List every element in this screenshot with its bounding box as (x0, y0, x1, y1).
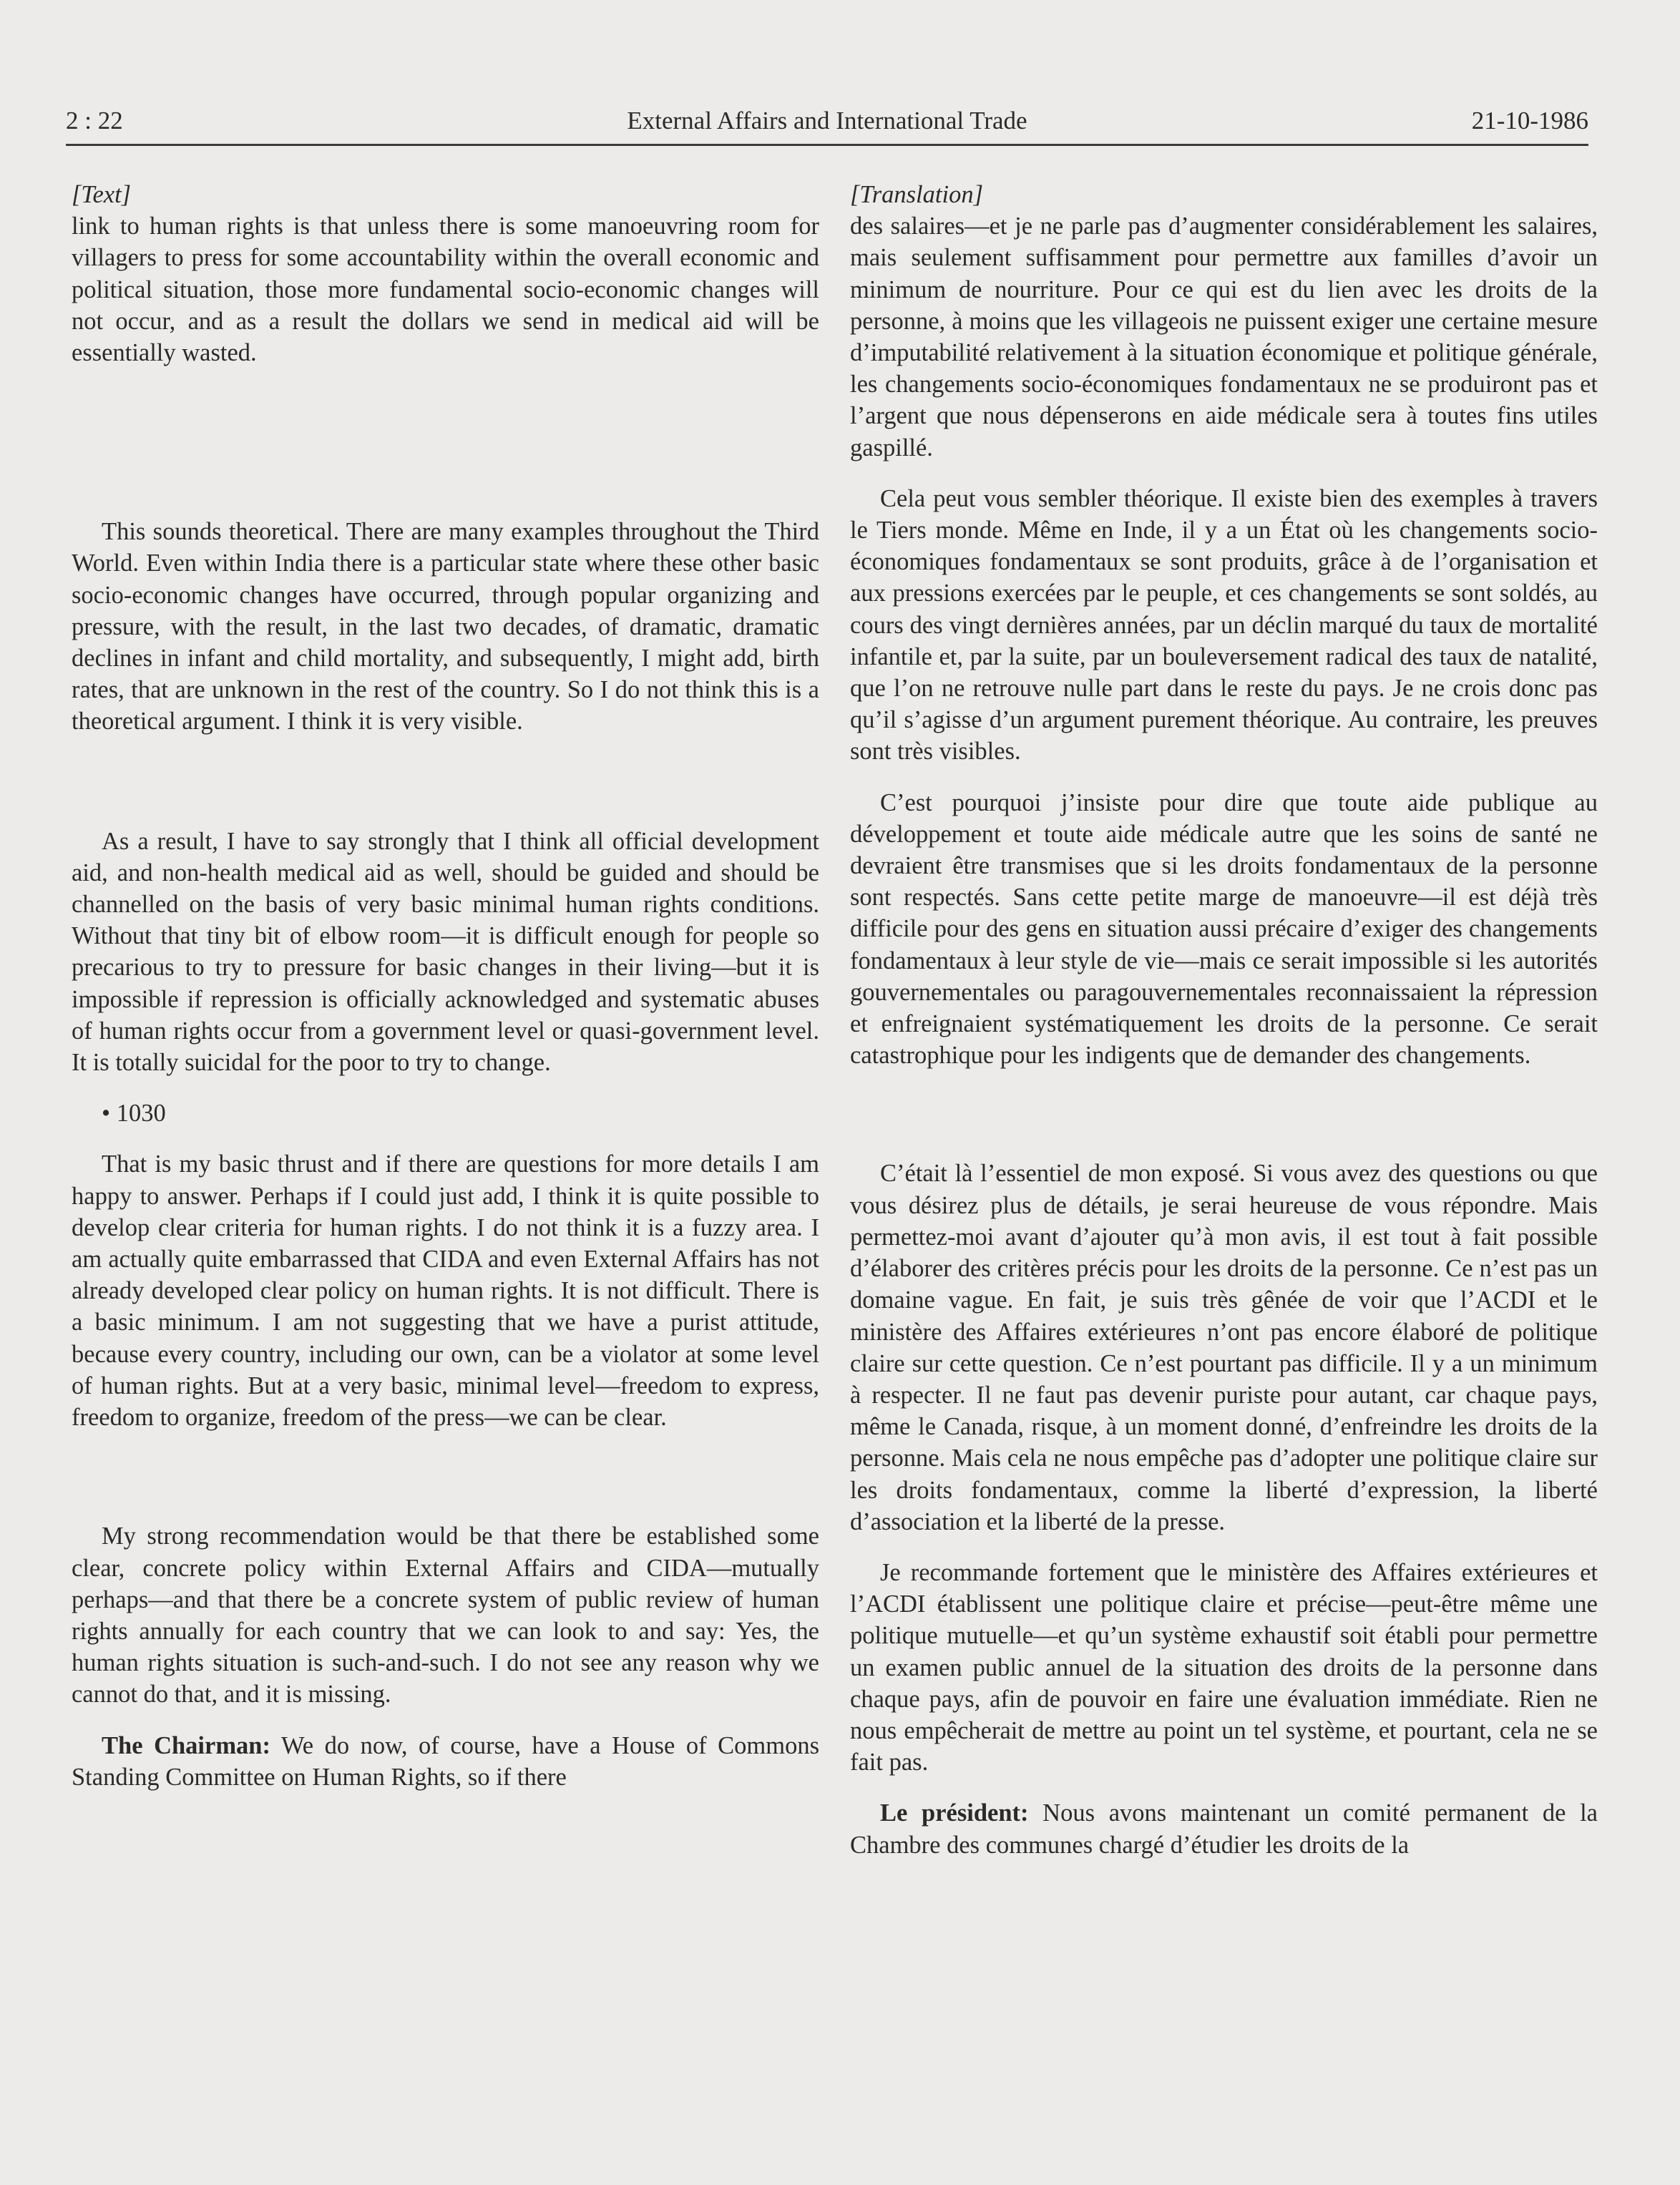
time-marker: • 1030 (102, 1100, 166, 1128)
french-column (850, 179, 1598, 1861)
header-date: 21-10-1986 (1471, 107, 1588, 135)
speaker-text-fr: Nous avons maintenant un comité permanent de la Chambre des communes chargé d’étudier les droits de la (850, 1799, 1598, 1859)
page-number: 2 : 22 (66, 107, 123, 135)
page-header (66, 104, 1588, 146)
speaker-name-fr: Le président: (880, 1799, 1029, 1827)
french-paragraph-4: C’était là l’essentiel de mon exposé. Si vous avez des questions ou que vous désirez plus de détails, je serai heureuse de vous répondre. Mais permettez-moi avant d’ajouter qu’à mon avis, il est tout à fait possible d’élaborer des critères précis pour les droits de la personne. Ce n’est pas un domaine vague. En fait, je suis très gênée de voir que l’ACDI et le ministère des Affaires extérieures n’ont pas encore élaboré de politique claire sur cette question. Ce n’est pourtant pas difficile. Il y a un minimum à respecter. Il ne faut pas devenir puriste pour autant, car chaque pays, même le Canada, risque, à un moment donné, d’enfreindre les droits de la personne. Mais cela ne nous empêche pas d’adopter une politique claire sur les droits fondamentaux, comme la liberté d’expression, la liberté d’association et la liberté de la presse. (850, 1160, 1598, 1535)
running-title: External Affairs and International Trade (627, 107, 1027, 135)
french-paragraph-6 (850, 1797, 1598, 1860)
french-paragraph-5: Je recommande fortement que le ministère des Affaires extérieures et l’ACDI établissent une politique claire et précise—peut-être même une politique mutuelle—et qu’un système exhaustif soit établi pour permettre un examen public annuel de la situation des droits de la personne dans chaque pays, afin de pouvoir en faire une évaluation immédiate. Rien ne nous empêcherait de mettre au point un tel système, et pourtant, cela ne se fait pas. (850, 1558, 1598, 1776)
french-paragraph-1: des salaires—et je ne parle pas d’augmenter considérablement les salaires, mais seulement suffisamment pour permettre aux familles d’avoir un minimum de nourriture. Pour ce qui est du lien avec les droits de la personne, à moins que les villageois ne puissent exiger une certaine mesure d’imputabilité relativement à la situation économique et politique générale, les changements socio-économiques fondamentaux ne se produiront pas et l’argent que nous dépenserons en aide médicale sera à toutes fins utiles gaspillé. (850, 212, 1598, 461)
speaker-text: We do now, of course, have a House of Commons Standing Committee on Human Rights, so if there (72, 1731, 819, 1791)
translation-label: [Translation] (850, 181, 983, 208)
english-paragraph-2: This sounds theoretical. There are many examples throughout the Third World. Even within India there is a particular state where these other basic socio-economic changes have occurred, through popular organizing and pressure, with the result, in the last two decades, of dramatic, dramatic declines in infant and child mortality, and subsequently, I might add, birth rates, that are unknown in the rest of the country. So I do not think this is a theoretical argument. I think it is very visible. (72, 518, 819, 735)
speaker-name: The Chairman: (102, 1731, 270, 1759)
english-paragraph-1: link to human rights is that unless there is some manoeuvring room for villagers to press for some accountability within the overall economic and political situation, those more fundamental socio-economic changes will not occur, and as a result the dollars we send in medical aid will be essentially wasted. (72, 212, 819, 367)
french-paragraph-3: C’est pourquoi j’insiste pour dire que toute aide publique au développement et toute aide médicale autre que les soins de santé ne devraient être transmises que si les droits fondamentaux de la personne sont respectés. Sans cette petite marge de manoeuvre—il est déjà très difficile pour des gens en situation aussi précaire d’exiger des changements fondamentaux à leur style de vie—mais ce serait impossible si les autorités gouvernementales ou paragouvernementales reconnaissaient la répression et enfreignaient systématiquement les droits de la personne. Ce serait catastrophique pour les indigents que de demander des changements. (850, 788, 1598, 1070)
text-label: [Text] (72, 181, 132, 208)
french-paragraph-2: Cela peut vous sembler théorique. Il existe bien des exemples à travers le Tiers monde. Même en Inde, il y a un État où les changements socio-économiques fondamentaux se sont produits, grâce à de l’organisation et aux pressions exercées par le peuple, et ces changements se sont soldés, au cours des vingt dernières années, par un déclin marqué du taux de mortalité infantile et, par la suite, par un bouleversement radical des taux de natalité, que l’on ne retrouve nulle part dans le reste du pays. Je ne crois donc pas qu’il s’agisse d’un argument purement théorique. Au contraire, les preuves sont très visibles. (850, 484, 1598, 766)
english-paragraph-6 (72, 1730, 819, 1793)
english-paragraph-3: As a result, I have to say strongly that I think all official development aid, and non-health medical aid as well, should be guided and should be channelled on the basis of very basic minimal human rights conditions. Without that tiny bit of elbow room—it is difficult enough for people so precarious to try to pressure for basic changes in their living—but it is impossible if repression is officially acknowledged and systematic abuses of human rights occur from a government level or quasi-government level. It is totally suicidal for the poor to try to change. (72, 827, 819, 1077)
english-column (72, 179, 819, 1793)
english-paragraph-4: That is my basic thrust and if there are questions for more details I am happy to answer. Perhaps if I could just add, I think it is quite possible to develop clear criteria for human rights. I do not think it is a fuzzy area. I am actually quite embarrassed that CIDA and even External Affairs has not already developed clear policy on human rights. It is not difficult. There is a basic minimum. I am not suggesting that we have a purist attitude, because every country, including our own, can be a violator at some level of human rights. But at a very basic, minimal level—freedom to express, freedom to organize, freedom of the press—we can be clear. (72, 1150, 819, 1432)
english-paragraph-5: My strong recommendation would be that there be established some clear, concrete policy within External Affairs and CIDA—mutually perhaps—and that there be a concrete system of public review of human rights annually for each country that we can look to and say: Yes, the human rights situation is such-and-such. I do not see any reason why we cannot do that, and it is missing. (72, 1522, 819, 1709)
